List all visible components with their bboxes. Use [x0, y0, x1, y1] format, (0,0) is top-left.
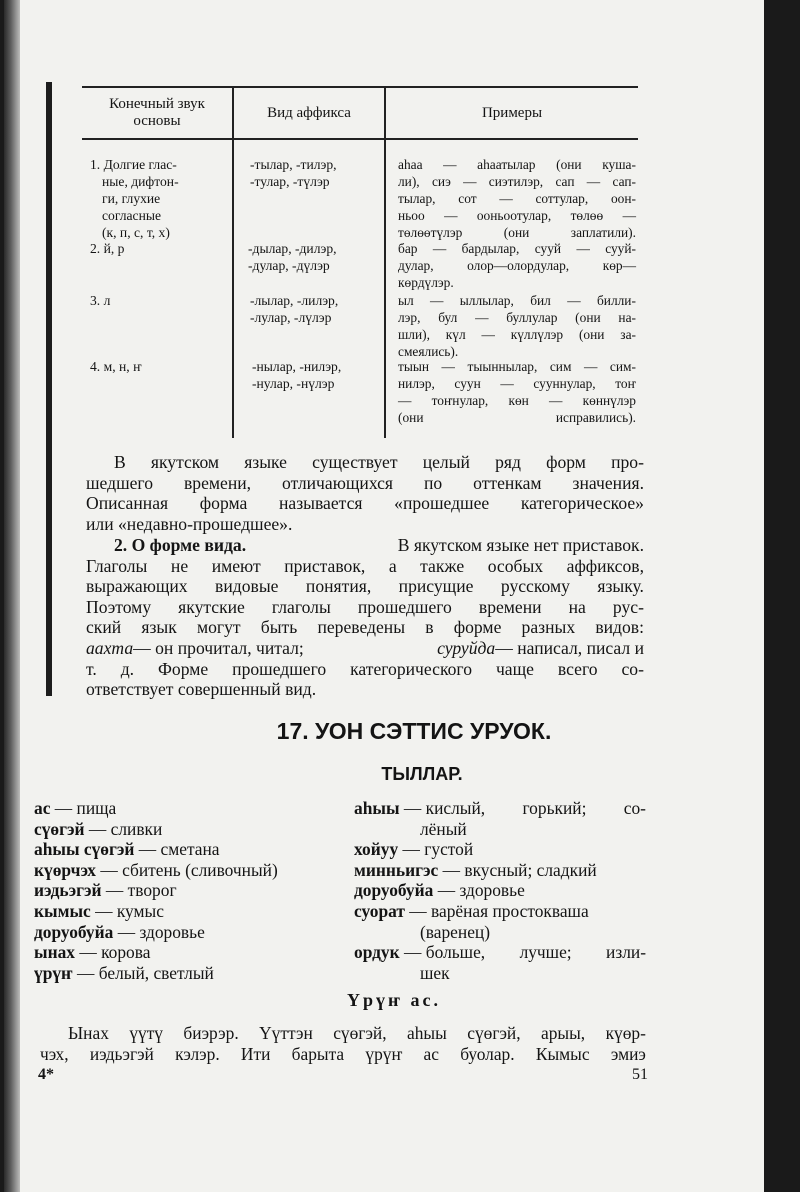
list-item: кымыс — кумыс: [34, 900, 164, 921]
list-item: доруобуйа — здоровье: [34, 921, 205, 942]
table-row-1-affix: -тылар, -тилэр, -тулар, -түлэр: [250, 157, 337, 189]
table-header-rule: [82, 138, 638, 140]
lesson-title: 17. УОН СЭТТИС УРУОК.: [276, 718, 552, 744]
table-col-rule-1: [232, 86, 234, 438]
page-number: 51: [632, 1066, 648, 1083]
reading-title: Үрүҥ ас.: [346, 990, 441, 1010]
list-item: сүөгэй — сливки: [34, 818, 163, 839]
table-header-affix: Вид аффикса: [267, 105, 351, 121]
table-row-4-examples: тыын — тыыннылар, сим — сим- нилэр, суун — сууннулар, тоҥ — тоҥнулар, көн — көннүлэр (они исправились).: [398, 359, 636, 425]
reading-text: Ынах үүтү биэрэр. Үүттэн сүөгэй, аһыы сүөгэй, арыы, күөр- чэх, иэдьэгэй кэлэр. Ити барыта үрүҥ ас буолар. Кымыс эмиэ: [40, 1023, 646, 1064]
list-item: аһыы сүөгэй — сметана: [34, 839, 220, 860]
list-item: ордук — больше, лучше; изли-: [354, 942, 646, 963]
list-item: доруобуйа — здоровье: [354, 880, 525, 901]
list-item: күөрчэх — сбитень (сливочный): [34, 859, 278, 880]
table-row-2-sound: 2. й, р: [90, 241, 125, 256]
affix-table: [82, 86, 638, 438]
table-row-4-sound: 4. м, н, ҥ: [90, 359, 142, 374]
table-row-2-examples: бар — бардылар, сууй — сууй- дулар, олор—олордулар, көр— көрдүлэр.: [398, 241, 636, 290]
table-header-sound: Конечный звук основы: [109, 96, 205, 129]
margin-rule: [46, 82, 52, 696]
list-item: ас — пища: [34, 798, 117, 818]
paragraph-aspect: 2. О форме вида. В якутском языке нет приставок. Глаголы не имеют приставок, а также особых аффиксов, выражающих видовые понятия, присущие русскому языку. Поэтому якутские глаголы прошедшего времени на рус- ский язык могут быть переведены в форме разных видов: аахта— он прочитал, читал; суруйда— написал, писал и т. д. Форме прошедшего категорического чаще всего со- ответствует совершенный вид.: [86, 535, 644, 700]
list-item: иэдьэгэй — творог: [34, 880, 177, 901]
list-item: минньигэс — вкусный; сладкий: [354, 859, 597, 880]
table-header-examples: Примеры: [481, 105, 543, 121]
table-top-rule: [82, 86, 638, 88]
table-row-3-examples: ыл — ыллылар, бил — билли- лэр, бул — буллулар (они на- шли), күл — күллүлэр (они за- смеялись).: [398, 293, 636, 359]
vocab-list-left: [34, 798, 334, 983]
book-spine-shadow: [4, 0, 20, 1192]
list-item: суорат — варёная простокваша: [354, 900, 589, 921]
table-row-1-sound: 1. Долгие глас- ные, дифтон- ги, глухие согласные (к, п, с, т, х): [90, 157, 179, 240]
list-item: хойуу — густой: [354, 839, 474, 860]
list-item: үрүҥ — белый, светлый: [34, 962, 214, 983]
vocab-title: ТЫЛЛАР.: [381, 764, 463, 784]
table-row-4-affix: -нылар, -нилэр, -нулар, -нүлэр: [252, 359, 342, 391]
example-word-2: суруйда: [437, 637, 496, 658]
book-page: [4, 0, 764, 1192]
table-row-1-examples: аhаа — аhаатылар (они куша- ли), сиэ — сиэтилэр, сап — сап- тылар, сот — соттулар, оон- ньоо — ооньоотулар, төлөө — төлөөтүлэр (они заплатили).: [398, 157, 636, 240]
list-item: ынах — корова: [34, 942, 151, 963]
table-row-3-sound: 3. л: [90, 293, 111, 308]
section-heading: 2. О форме вида.: [114, 535, 247, 555]
table-col-rule-2: [384, 86, 386, 438]
signature-mark: 4*: [38, 1066, 54, 1083]
list-item: аһыы — кислый, горький; со-: [354, 798, 646, 818]
table-row-3-affix: -лылар, -лилэр, -лулар, -лүлэр: [250, 293, 339, 325]
paragraph-past-forms: В якутском языке существует целый ряд форм про- шедшего времени, отличающихся по оттенкам значения. Описанная форма называется «прошедшее категорическое» или «недавно-прошедшее».: [86, 452, 644, 534]
table-row-2-affix: -дылар, -дилэр, -дулар, -дүлэр: [248, 241, 337, 273]
example-word-1: аахта: [86, 637, 134, 658]
vocab-list-right: аһыы — кислый, горький; со- лёный хойуу — густой минньигэс — вкусный; сладкий доруобуйа — здоровье суорат — варёная простокваша (варенец) ордук — больше, лучше; изли- шек: [354, 798, 646, 983]
